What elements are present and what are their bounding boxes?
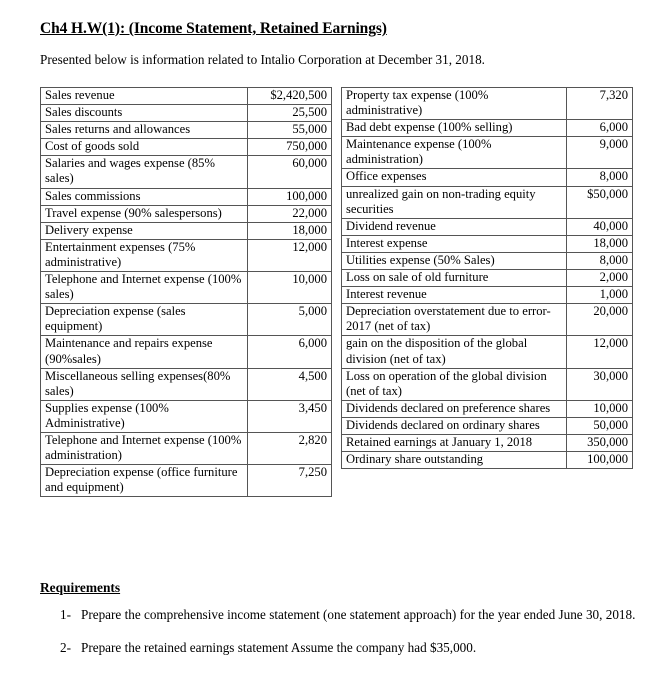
account-label: Supplies expense (100% Administrative) <box>41 400 248 432</box>
requirements-heading: Requirements <box>40 580 121 595</box>
account-label: Salaries and wages expense (85% sales) <box>41 156 248 188</box>
table-row <box>342 235 633 252</box>
table-row <box>41 222 332 239</box>
intro-paragraph: Presented below is information related to Intalio Corporation at December 31, 2018. <box>40 52 485 67</box>
requirement-text: Prepare the comprehensive income statement (one statement approach) for the year ended June 30, 2018. <box>81 607 636 622</box>
account-value: 1,000 <box>567 287 633 304</box>
account-value: 100,000 <box>248 188 332 205</box>
requirement-item <box>40 639 640 657</box>
account-value: 22,000 <box>248 205 332 222</box>
account-value: 10,000 <box>567 400 633 417</box>
left-account-table <box>40 87 332 497</box>
table-row <box>342 120 633 137</box>
table-row <box>342 336 633 368</box>
page-title: Ch4 H.W(1): (Income Statement, Retained Earnings) <box>40 20 387 37</box>
account-value: 6,000 <box>248 336 332 368</box>
account-label: Office expenses <box>342 169 567 186</box>
account-value: 4,500 <box>248 368 332 400</box>
account-label: unrealized gain on non-trading equity securities <box>342 186 567 218</box>
account-value: 20,000 <box>567 304 633 336</box>
requirement-text: Prepare the retained earnings statement Assume the company had $35,000. <box>81 639 477 655</box>
account-value: 8,000 <box>567 169 633 186</box>
account-label: Sales discounts <box>41 105 248 122</box>
right-table-body <box>342 88 633 469</box>
table-row <box>342 287 633 304</box>
account-label: Dividends declared on ordinary shares <box>342 417 567 434</box>
account-label: Miscellaneous selling expenses(80% sales) <box>41 368 248 400</box>
account-label: Delivery expense <box>41 222 248 239</box>
table-row <box>41 465 332 497</box>
account-value: $50,000 <box>567 186 633 218</box>
account-value: 5,000 <box>248 304 332 336</box>
account-value: 6,000 <box>567 120 633 137</box>
table-row <box>41 400 332 432</box>
account-label: Dividends declared on preference shares <box>342 400 567 417</box>
table-row <box>342 452 633 469</box>
account-value: 60,000 <box>248 156 332 188</box>
account-value: 30,000 <box>567 368 633 400</box>
table-row <box>41 156 332 188</box>
table-row <box>342 88 633 120</box>
table-row <box>342 304 633 336</box>
table-row <box>41 188 332 205</box>
table-row <box>342 252 633 269</box>
account-label: Maintenance and repairs expense (90%sales) <box>41 336 248 368</box>
account-value: 12,000 <box>567 336 633 368</box>
table-row <box>342 417 633 434</box>
account-label: Entertainment expenses (75% administrative) <box>41 239 248 271</box>
table-row <box>41 122 332 139</box>
table-row <box>41 368 332 400</box>
account-label: Telephone and Internet expense (100% sales) <box>41 272 248 304</box>
table-row <box>342 270 633 287</box>
table-row <box>41 105 332 122</box>
requirement-number: 2- <box>60 639 71 655</box>
account-label: Sales commissions <box>41 188 248 205</box>
account-label: Cost of goods sold <box>41 139 248 156</box>
account-value: 350,000 <box>567 434 633 451</box>
account-value: 40,000 <box>567 218 633 235</box>
account-label: Property tax expense (100% administrative) <box>342 88 567 120</box>
account-value: 3,450 <box>248 400 332 432</box>
account-value: 18,000 <box>248 222 332 239</box>
table-row <box>41 304 332 336</box>
account-label: Sales revenue <box>41 88 248 105</box>
table-row <box>41 432 332 464</box>
table-row <box>342 137 633 169</box>
left-table-body <box>41 88 332 497</box>
table-row <box>342 400 633 417</box>
account-label: Travel expense (90% salespersons) <box>41 205 248 222</box>
account-label: Interest expense <box>342 235 567 252</box>
account-value: 2,000 <box>567 270 633 287</box>
account-value: 25,500 <box>248 105 332 122</box>
table-row <box>342 218 633 235</box>
account-label: Depreciation expense (office furniture and equipment) <box>41 465 248 497</box>
account-label: Maintenance expense (100% administration) <box>342 137 567 169</box>
account-label: Depreciation expense (sales equipment) <box>41 304 248 336</box>
account-value: $2,420,500 <box>248 88 332 105</box>
table-row <box>41 239 332 271</box>
account-label: Telephone and Internet expense (100% administration) <box>41 432 248 464</box>
account-label: Loss on operation of the global division (net of tax) <box>342 368 567 400</box>
account-label: Sales returns and allowances <box>41 122 248 139</box>
account-value: 10,000 <box>248 272 332 304</box>
requirements-list <box>40 606 640 671</box>
account-value: 9,000 <box>567 137 633 169</box>
table-row <box>342 368 633 400</box>
account-label: Loss on sale of old furniture <box>342 270 567 287</box>
requirement-number: 1- <box>60 607 71 622</box>
table-row <box>342 186 633 218</box>
account-label: Interest revenue <box>342 287 567 304</box>
account-value: 100,000 <box>567 452 633 469</box>
account-value: 55,000 <box>248 122 332 139</box>
table-row <box>342 169 633 186</box>
table-row <box>41 336 332 368</box>
account-label: Dividend revenue <box>342 218 567 235</box>
account-value: 12,000 <box>248 239 332 271</box>
table-row <box>41 139 332 156</box>
account-label: Retained earnings at January 1, 2018 <box>342 434 567 451</box>
table-row <box>41 272 332 304</box>
table-row <box>342 434 633 451</box>
account-value: 18,000 <box>567 235 633 252</box>
account-value: 2,820 <box>248 432 332 464</box>
account-label: Depreciation overstatement due to error-2017 (net of tax) <box>342 304 567 336</box>
account-label: Ordinary share outstanding <box>342 452 567 469</box>
account-label: Bad debt expense (100% selling) <box>342 120 567 137</box>
requirement-item <box>40 606 640 624</box>
account-value: 8,000 <box>567 252 633 269</box>
account-value: 750,000 <box>248 139 332 156</box>
account-value: 7,250 <box>248 465 332 497</box>
account-label: Utilities expense (50% Sales) <box>342 252 567 269</box>
account-value: 7,320 <box>567 88 633 120</box>
account-label: gain on the disposition of the global division (net of tax) <box>342 336 567 368</box>
table-row <box>41 205 332 222</box>
table-row <box>41 88 332 105</box>
account-value: 50,000 <box>567 417 633 434</box>
right-account-table <box>341 87 633 469</box>
